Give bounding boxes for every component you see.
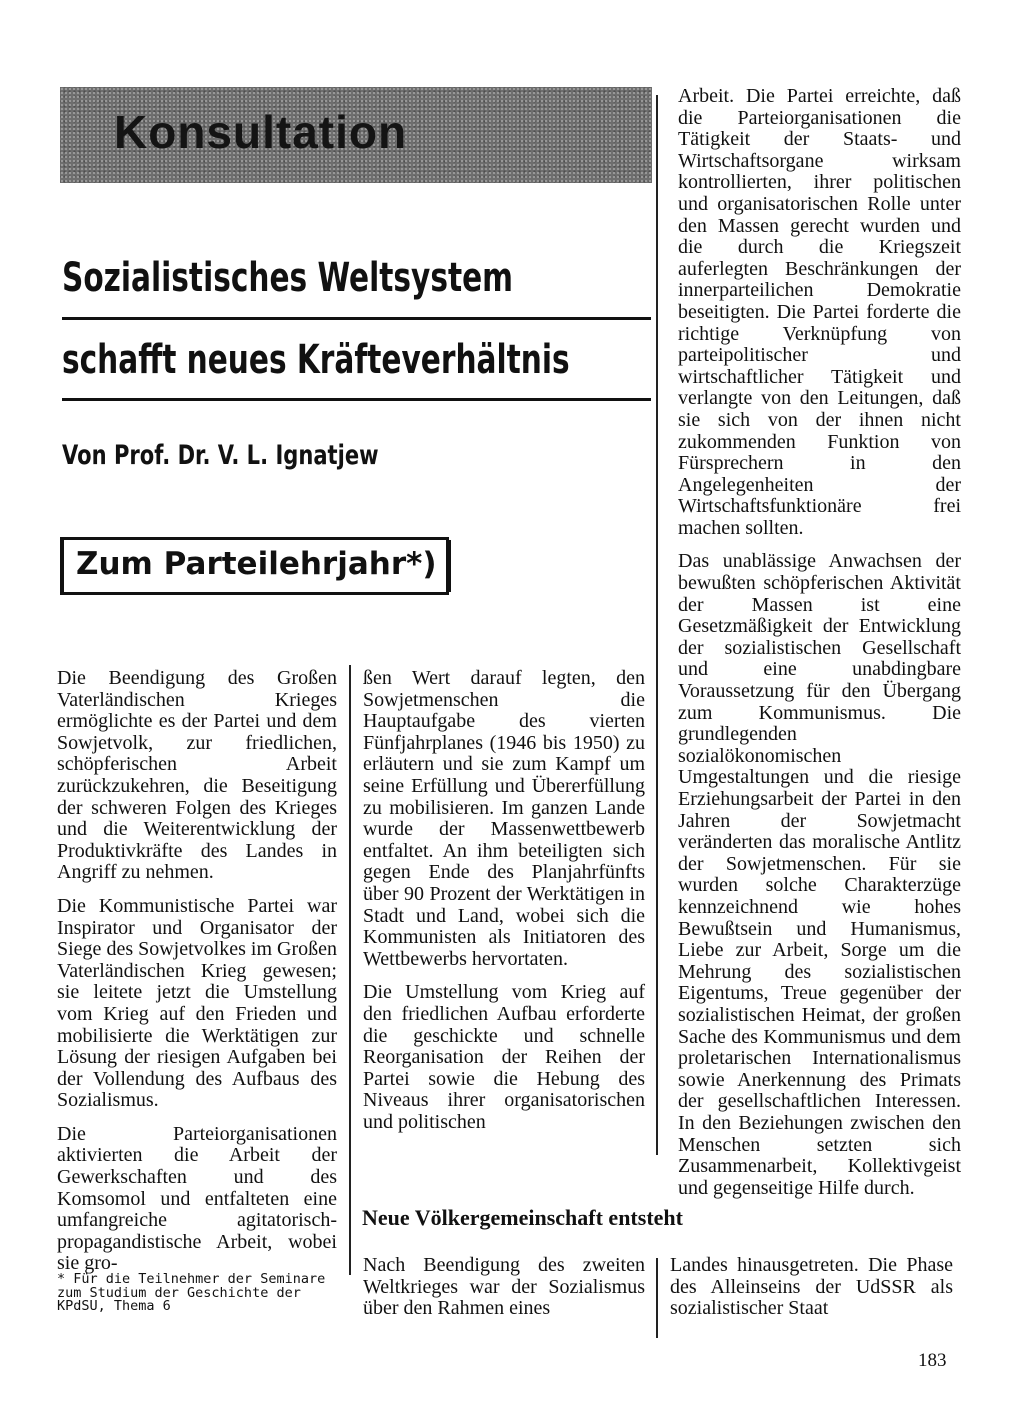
paragraph: Das unablässige Anwachsen der bewußten schöpferischen Aktivität der Massen ist eine Gesetzmäßigkeit der Entwicklung der sozialistischen Gesellschaft und eine unabdingbare Voraussetzung für den Übergang zum Kommunismus. Die grundlegenden sozialökonomischen Umgestaltungen und die riesige Erziehungsarbeit der Partei in den Jahren der Sowjetmacht veränderten das moralische Antlitz der Sowjetmenschen. Für sie wurden solche Charakterzüge kennzeichnend wie hohes Bewußtsein und Humanismus, Liebe zur Arbeit, Sorge um die Mehrung des sozialistischen Eigentums, Treue gegenüber der sozialistischen Heimat, der großen Sache des Kommunismus und dem proletarischen Internationalismus sowie Anerkennung des Primats der gesellschaftlichen Interessen. In den Beziehungen zwischen den Menschen setzten sich Zusammenarbeit, Kollektivgeist und gegenseitige Hilfe durch.: [678, 550, 961, 1199]
title-rule-1: [62, 317, 651, 320]
series-box-shadow: [448, 540, 451, 592]
footnote: [57, 1273, 339, 1314]
paragraph: Die Beendigung des Großen Vaterländischen Krieges ermöglichte es der Partei und dem Sowjetvolk, zur friedlichen, schöpferischen Arbeit zurückzukehren, die Beseitigung der schweren Folgen des Krieges und die Weiterentwicklung der Produktivkräfte des Landes in Angriff zu nehmen.: [57, 667, 337, 884]
paragraph: Arbeit. Die Partei erreichte, daß die Parteiorganisationen die Tätigkeit der Staats- und Wirtschaftsorgane wirksam kontrollierten, ihrer politischen und organisatorischen Rolle unter den Massen gerecht wurden und die durch die Kriegszeit auferlegten Beschränkungen der innerparteilichen Demokratie beseitigten. Die Partei forderte die richtige Verknüpfung von parteipolitischer und wirtschaftlicher Tätigkeit und verlangte von den Leitungen, daß sie sich von der ihnen nicht zukommenden Funktion von Fürsprechern in den Angelegenheiten der Wirtschaftsfunktionäre frei machen sollten.: [678, 85, 961, 539]
paragraph: Die Parteiorganisationen aktivierten die Arbeit der Gewerkschaften und des Komsomol und entfalteten eine umfangreiche agitatorisch-propagandistische Arbeit, wobei sie gro-: [57, 1122, 337, 1275]
series-label: Zum Parteilehrjahr*): [76, 546, 437, 582]
title-rule-2: [62, 398, 651, 401]
article-title-line1: Sozialistisches Weltsystem: [62, 255, 514, 301]
series-box: [60, 537, 449, 595]
column-1: [57, 668, 337, 1287]
byline: Von Prof. Dr. V. L. Ignatjew: [62, 440, 379, 471]
article-title-line2: schafft neues Kräfteverhältnis: [62, 337, 570, 383]
column-divider-2: [656, 95, 658, 1155]
column-2: [363, 668, 645, 1145]
section-banner: [60, 87, 652, 183]
section-label: Konsultation: [114, 106, 408, 158]
page-number: 183: [918, 1350, 947, 1371]
subsection-heading: Neue Völkergemeinschaft entsteht: [362, 1205, 683, 1230]
paragraph: Nach Beendigung des zweiten Weltkrieges war der Sozialismus über den Rahmen eines: [363, 1254, 645, 1320]
subsection-column-left: [363, 1255, 645, 1320]
column-divider-1: [349, 665, 351, 1275]
paragraph: Landes hinausgetreten. Die Phase des Alleinseins der UdSSR als sozialistischer Staat: [670, 1254, 953, 1320]
column-3: [678, 86, 961, 1211]
column-divider-3: [656, 1258, 658, 1338]
subsection-column-right: [670, 1255, 953, 1320]
paragraph: Die Umstellung vom Krieg auf den friedlichen Aufbau erforderte die geschickte und schnelle Reorganisation der Reihen der Partei sowie die Hebung des Niveaus ihrer organisatorischen und politischen: [363, 981, 645, 1133]
paragraph: ßen Wert darauf legten, den Sowjetmenschen die Hauptaufgabe des vierten Fünfjahrplanes (1946 bis 1950) zu erläutern und sie zum Kampf um seine Erfüllung und Übererfüllung zu mobilisieren. Im ganzen Lande wurde der Massenwettbewerb entfaltet. An ihm beteiligten sich gegen Ende des Planjahrfünfts über 90 Prozent der Werktätigen in Stadt und Land, wobei sich die Kommunisten als Initiatoren des Wettbewerbs hervortaten.: [363, 667, 645, 970]
paragraph: Die Kommunistische Partei war Inspirator und Organisator der Siege des Sowjetvolkes im Großen Vaterländischen Krieg gewesen; sie leitete jetzt die Umstellung vom Krieg auf den Frieden und mobilisierte die Werktätigen zur Lösung der riesigen Aufgaben bei der Vollendung des Aufbaus des Sozialismus.: [57, 894, 337, 1112]
footnote-text: * Für die Teilnehmer der Seminare zum Studium der Geschichte der KPdSU, Thema 6: [57, 1271, 326, 1314]
